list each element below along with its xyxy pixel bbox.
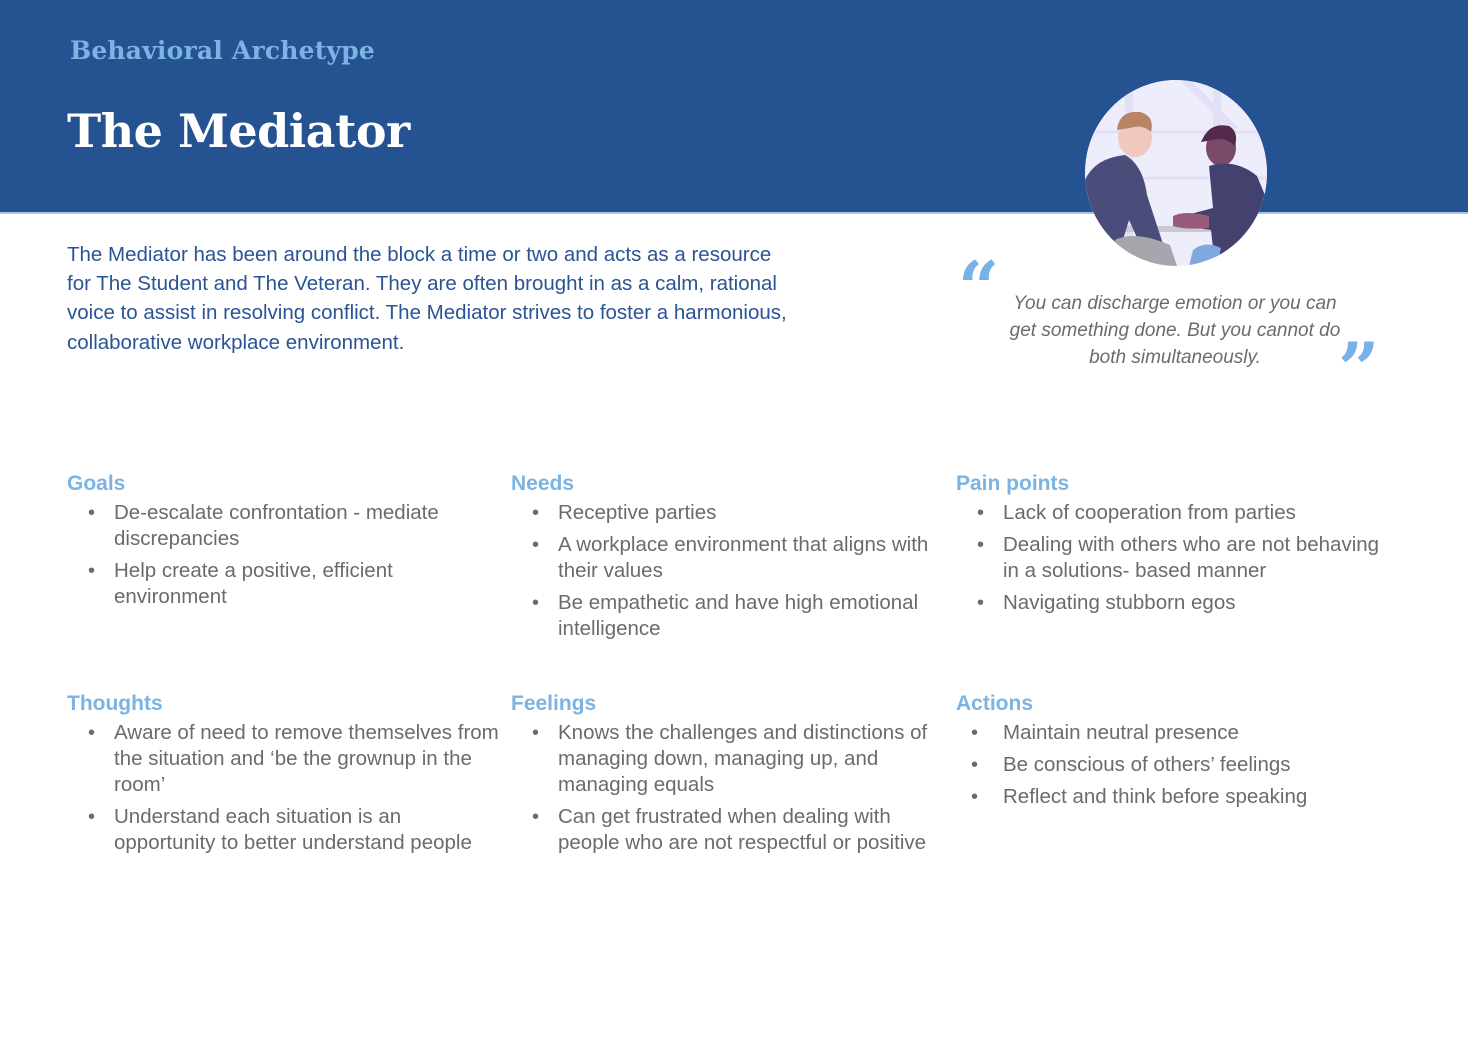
bullet-icon: • (88, 560, 96, 582)
bullet-icon: • (977, 534, 985, 556)
feelings-section (511, 690, 951, 862)
list-item: • Maintain neutral presence (971, 721, 1239, 744)
bullet-icon: • (971, 722, 979, 744)
feelings-list (511, 720, 951, 856)
goals-section (67, 470, 507, 616)
list-item: • Lack of cooperation from parties (977, 501, 1296, 524)
goals-list (67, 500, 507, 610)
list-item: • Be empathetic and have high emotional intelligence (532, 591, 919, 640)
pain-points-section (956, 470, 1396, 622)
bullet-icon: • (971, 754, 979, 776)
bullet-icon: • (971, 786, 979, 808)
list-item: • Dealing with others who are not behaving in a solutions- based manner (977, 533, 1380, 582)
section-heading: Needs (511, 472, 575, 495)
bullet-icon: • (88, 722, 96, 744)
bullet-icon: • (88, 502, 96, 524)
bullet-icon: • (532, 534, 540, 556)
list-item: • Receptive parties (532, 501, 717, 524)
needs-section (511, 470, 951, 648)
persona-description: The Mediator has been around the block a time or two and acts as a resource for The Student and The Veteran. They are often brought in as a calm, rational voice to assist in resolving conflict. The Mediator strives to foster a harmonious, collaborative workplace environment. (67, 243, 787, 354)
bullet-icon: • (532, 592, 540, 614)
list-item: • Help create a positive, efficient environment (88, 559, 393, 608)
close-quote-icon: ” (1338, 326, 1380, 411)
list-item: • A workplace environment that aligns with their values (532, 533, 929, 582)
bullet-icon: • (532, 722, 540, 744)
persona-illustration (1085, 80, 1267, 266)
bullet-icon: • (532, 502, 540, 524)
bullet-icon: • (977, 502, 985, 524)
bullet-icon: • (977, 592, 985, 614)
list-item: • Can get frustrated when dealing with people who are not respectful or positive (532, 805, 927, 854)
thoughts-section (67, 690, 507, 862)
section-heading: Thoughts (67, 692, 163, 715)
list-item: • Be conscious of others’ feelings (971, 753, 1291, 776)
list-item: • Reflect and think before speaking (971, 785, 1308, 808)
actions-section (956, 690, 1396, 816)
bullet-icon: • (88, 806, 96, 828)
persona-quote: You can discharge emotion or you can get something done. But you cannot do both simultaneously. (1009, 293, 1341, 368)
section-heading: Goals (67, 472, 126, 495)
archetype-eyebrow: Behavioral Archetype (70, 36, 376, 65)
section-heading: Actions (956, 692, 1034, 715)
list-item: • Navigating stubborn egos (977, 591, 1236, 614)
list-item: • Knows the challenges and distinctions of managing down, managing up, and managing equals (532, 721, 928, 796)
list-item: • Aware of need to remove themselves from the situation and ‘be the grownup in the room’ (88, 721, 499, 796)
pain-points-list (956, 500, 1396, 616)
two-people-talking-icon (1085, 80, 1267, 266)
section-heading: Pain points (956, 472, 1070, 495)
section-heading: Feelings (511, 692, 597, 715)
actions-list (956, 720, 1396, 810)
list-item: • De-escalate confrontation - mediate discrepancies (88, 501, 439, 550)
needs-list (511, 500, 951, 642)
page-title: The Mediator (67, 104, 410, 158)
thoughts-list (67, 720, 507, 856)
bullet-icon: • (532, 806, 540, 828)
open-quote-icon: “ (958, 245, 1000, 330)
list-item: • Understand each situation is an opportunity to better understand people (88, 805, 472, 854)
